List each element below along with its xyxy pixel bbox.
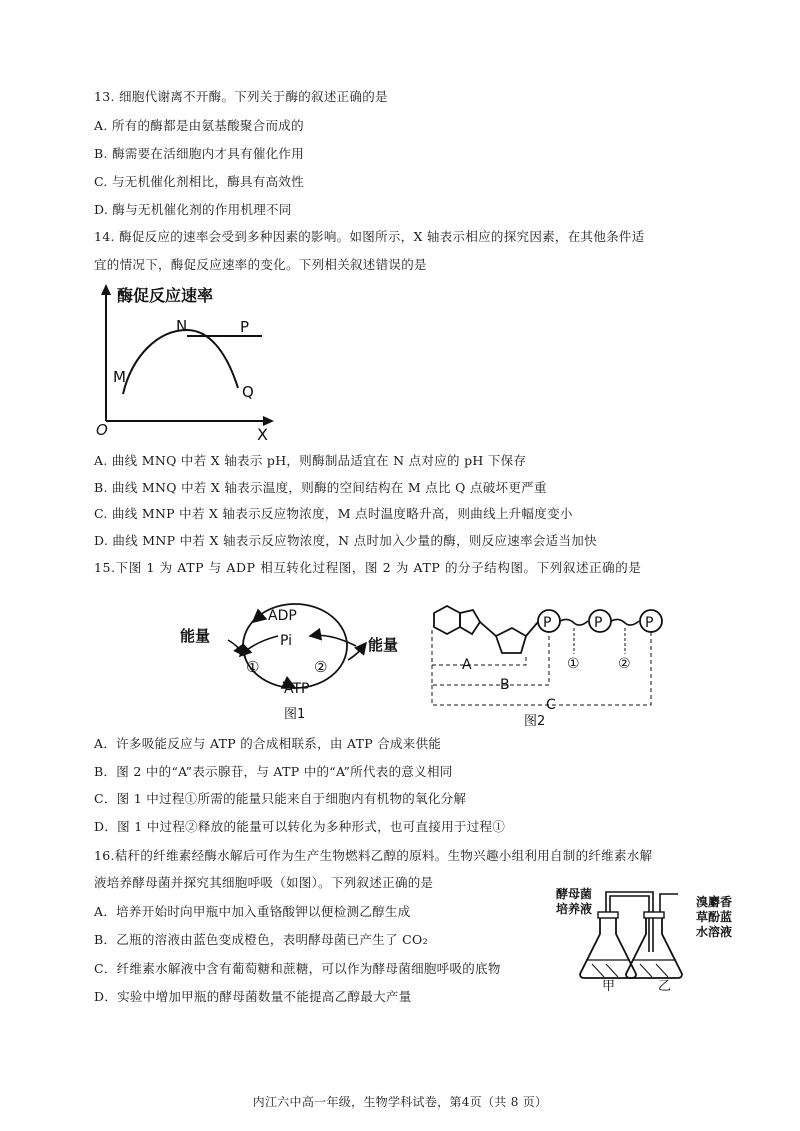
flask-yi-hatch-1 [640,964,652,977]
label-b: B [500,677,510,693]
q15-option-c: C．图 1 中过程①所需的能量只能来自于细胞内有机物的氧化分解 [94,791,467,806]
curve-mnq [123,330,238,394]
q16-stem-line2: 液培养酵母菌并探究其细胞呼吸（如图）。下列叙述正确的是 [94,875,434,890]
pi-arrow [240,636,278,656]
point-p-label: P [240,318,250,336]
point-n-label: N [176,317,188,335]
q16-option-c: C．纤维素水解液中含有葡萄糖和蔗糖，可以作为酵母菌细胞呼吸的底物 [94,961,501,976]
ribose-ring [496,628,526,653]
q15-figure-1 [150,598,430,728]
adenine-five-ring [460,610,480,634]
flask-jia-label: 甲 [602,979,616,992]
atp-label: ATP [284,681,310,697]
energy-left-label: 能量 [180,627,211,645]
pi-release-arrow [310,635,356,646]
flask-jia-hatch-2 [606,964,618,977]
q14-option-a: A. 曲线 MNQ 中若 X 轴表示 pH，则酶制品适宜在 N 点对应的 pH 下保存 [94,453,527,468]
q13-stem: 13. 细胞代谢离不开酶。下列关于酶的叙述正确的是 [94,89,388,104]
q16-option-b: B．乙瓶的溶液由蓝色变成橙色，表明酵母菌已产生了 CO₂ [94,932,428,947]
q14-option-b: B. 曲线 MNQ 中若 X 轴表示温度，则酶的空间结构在 M 点比 Q 点破坏更严重 [94,480,547,495]
page-footer: 内江六中高一年级，生物学科试卷，第4页（共 8 页） [252,1095,548,1109]
q13-option-c: C. 与无机催化剂相比，酶具有高效性 [94,174,304,189]
high-energy-bond-2 [611,619,639,625]
glycosidic-bond [480,622,496,636]
q13-option-d: D. 酶与无机催化剂的作用机理不同 [94,202,292,217]
q15-figure-2 [420,590,680,730]
phosphate-2-label: P [594,615,603,631]
q15-stem: 15.下图 1 为 ATP 与 ADP 相互转化过程图，图 2 为 ATP 的分子结构图。下列叙述正确的是 [94,560,642,575]
indicator-label-line2: 草酚蓝 [696,910,733,924]
q16-flask-apparatus [548,882,758,992]
q14-option-c: C. 曲线 MNP 中若 X 轴表示反应物浓度，M 点时温度略升高，则曲线上升幅度变小 [94,506,573,521]
y-axis-title: 酶促反应速率 [117,286,214,305]
bond-1-label: ① [567,656,580,672]
q16-option-a: A．培养开始时向甲瓶中加入重铬酸钾以便检测乙醇生成 [94,904,411,919]
culture-label-line1: 酵母菌 [556,887,593,901]
ribose-phosphate-bond [526,622,538,636]
q15-option-d: D．图 1 中过程②释放的能量可以转化为多种形式，也可直接用于过程① [94,819,506,834]
energy-right-label: 能量 [368,636,399,654]
flask-yi [626,916,682,978]
q15-option-b: B．图 2 中的“A”表示腺苷，与 ATP 中的“A”所代表的意义相同 [94,764,453,779]
point-m-label: M [113,368,126,386]
flask-yi-stopper [644,912,664,918]
flask-yi-hatch-2 [656,964,668,977]
q13-option-a: A. 所有的酶都是由氨基酸聚合而成的 [94,118,304,133]
q14-option-d: D. 曲线 MNP 中若 X 轴表示反应物浓度，N 点时加入少量的酶，则反应速率会适当加快 [94,533,597,548]
flask-jia-stopper [598,912,618,918]
label-a: A [462,657,472,673]
y-axis-arrow [101,284,111,295]
x-axis-label: X [257,425,268,444]
phosphate-1-label: P [543,615,552,631]
q14-stem-line1: 14. 酶促反应的速率会受到多种因素的影响。如图所示，X 轴表示相应的探究因素，在其他条件适 [94,229,645,244]
origin-label: O [96,421,108,439]
bond-2-label: ② [618,656,631,672]
flask-jia-hatch-1 [592,964,604,977]
energy-out-arrow [348,643,366,660]
q16-stem-line1: 16.秸秆的纤维素经酶水解后可作为生产生物燃料乙醇的原料。生物兴趣小组利用自制的纤维素水解 [94,848,653,863]
indicator-label-line3: 水溶液 [696,925,733,939]
high-energy-bond-1 [560,619,588,625]
adp-label: ADP [268,608,297,624]
bracket-b [432,632,549,685]
q14-rate-graph [0,278,320,448]
flask-jia [580,916,636,978]
q13-option-b: B. 酶需要在活细胞内才具有催化作用 [94,146,305,161]
process-2-label: ② [314,658,328,676]
process-1-label: ① [246,658,260,676]
point-q-label: Q [242,383,254,401]
indicator-label-line1: 溴麝香 [696,895,733,909]
phosphate-3-label: P [645,615,654,631]
q14-stem-line2: 宜的情况下，酶促反应速率的变化。下列相关叙述错误的是 [94,257,427,272]
figure-2-caption: 图2 [524,714,546,729]
q15-option-a: A．许多吸能反应与 ATP 的合成相联系，由 ATP 合成来供能 [94,736,442,751]
flask-yi-label: 乙 [658,979,672,992]
bracket-a [432,630,526,665]
culture-label-line2: 培养液 [556,902,593,916]
pi-label: Pi [280,633,293,649]
adenine-six-ring [434,606,460,634]
figure-1-caption: 图1 [284,707,306,722]
q16-option-d: D．实验中增加甲瓶的酵母菌数量不能提高乙醇最大产量 [94,989,412,1004]
label-c: C [546,697,556,713]
